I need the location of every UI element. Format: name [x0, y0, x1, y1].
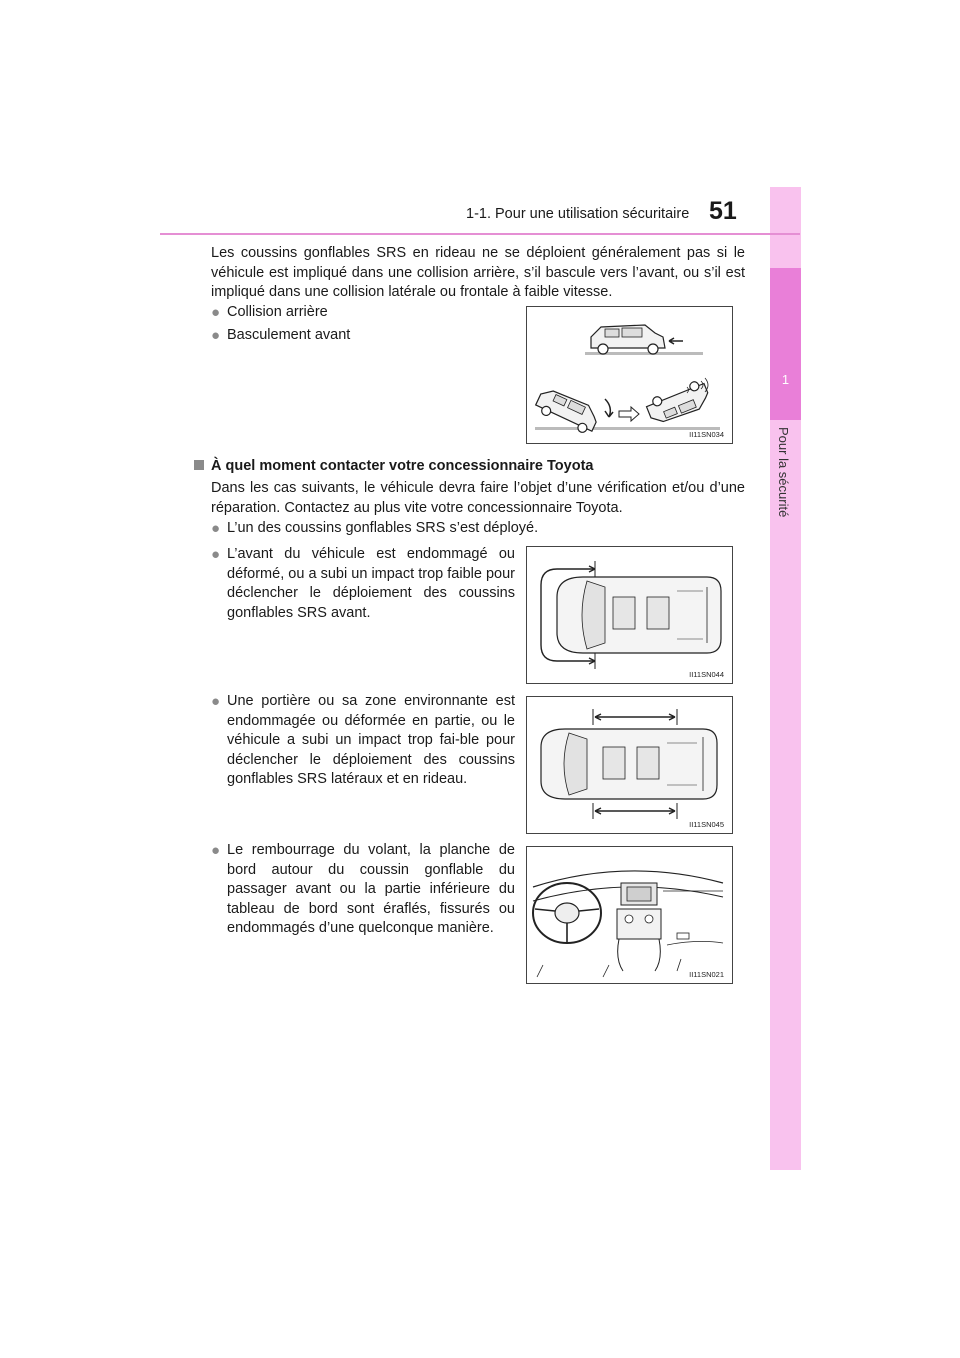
bullet-text: L’un des coussins gonflables SRS s’est déployé. — [227, 520, 539, 536]
figure-front-damage — [526, 546, 733, 684]
page-number: 51 — [709, 197, 737, 225]
figure-code: II11SN034 — [689, 430, 724, 439]
chapter-label: Pour la sécurité — [776, 427, 791, 518]
intro-paragraph: Les coussins gonflables SRS en rideau ne se déploient généralement pas si le véhicule est impliqué dans une collision arrière, s’il bascule vers l’avant, ou s’il est impliqué dans une collision latérale ou frontale à faible vitesse. — [211, 245, 745, 300]
bullet-icon: ● — [211, 546, 221, 563]
square-bullet-icon — [194, 460, 204, 470]
bullet-text: Une portière ou sa zone environnante est endommagée ou déformée en partie, ou le véhicule a subi un impact trop fai-ble pour déclencher le déploiement des coussins gonflables SRS latéraux et en rideau. — [227, 693, 515, 787]
chapter-number: 1 — [781, 372, 790, 387]
bullet-icon: ● — [211, 327, 221, 344]
figure-code: II11SN044 — [689, 670, 724, 679]
bullet-icon: ● — [211, 693, 221, 710]
list-item — [211, 841, 515, 939]
bullet-icon: ● — [211, 520, 221, 537]
bullet-icon: ● — [211, 304, 221, 321]
bullet-text: L’avant du véhicule est endommagé ou déformé, ou a subi un impact trop faible pour déclencher le déploiement des coussins gonflables SRS avant. — [227, 546, 515, 621]
list-item — [211, 326, 497, 346]
section-header: 1-1. Pour une utilisation sécuritaire — [466, 206, 690, 222]
section-title — [211, 458, 593, 474]
figure-side-damage — [526, 696, 733, 834]
figure-code: II11SN045 — [689, 820, 724, 829]
bullet-icon: ● — [211, 842, 221, 859]
bullet-text: Le rembourrage du volant, la planche de bord autour du coussin gonflable du passager avant ou la partie inférieure du tableau de bord sont éraflés, fissurés ou endommagés d’une quelconque manière. — [227, 842, 515, 936]
front-damage-illustration — [527, 547, 732, 683]
bullet-text: Collision arrière — [227, 304, 328, 320]
bullet-text: Basculement avant — [227, 327, 351, 343]
list-item — [211, 545, 515, 623]
figure-collision-types — [526, 306, 733, 444]
section-paragraph: Dans les cas suivants, le véhicule devra faire l’objet d’une vérification et/ou d’une réparation. Contactez au plus vite votre concessionnaire Toyota. — [211, 480, 745, 516]
header-rule — [160, 233, 800, 235]
figure-code: II11SN021 — [689, 970, 724, 979]
list-item — [211, 519, 747, 539]
list-item — [211, 692, 515, 790]
side-damage-illustration — [527, 697, 732, 833]
dashboard-illustration — [527, 847, 732, 983]
section-title-text: À quel moment contacter votre concessionnaire Toyota — [211, 458, 594, 474]
collision-illustration — [527, 307, 732, 443]
figure-dashboard — [526, 846, 733, 984]
side-tab-chapter-marker — [770, 268, 801, 420]
list-item — [211, 303, 497, 323]
